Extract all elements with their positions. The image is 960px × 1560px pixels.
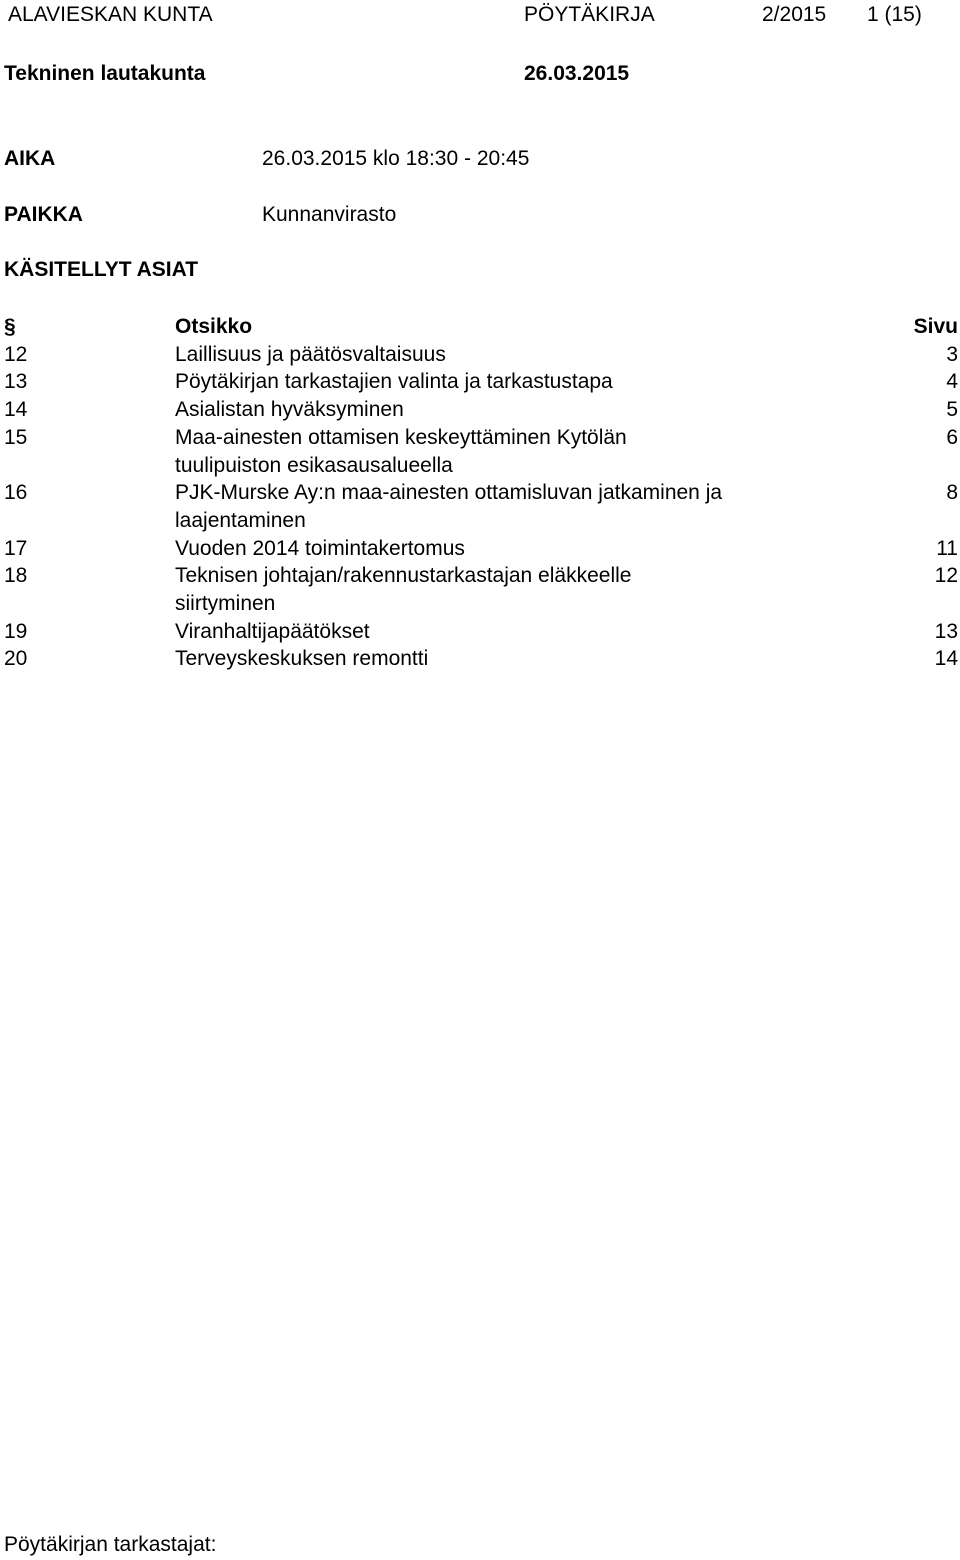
agenda-header-row	[4, 313, 958, 341]
time-label: AIKA	[4, 147, 56, 170]
agenda-row	[4, 368, 958, 396]
agenda-item-number: 13	[4, 370, 28, 394]
agenda-heading: KÄSITELLYT ASIAT	[4, 258, 199, 281]
agenda-item-number: 14	[4, 398, 28, 422]
board-name: Tekninen lautakunta	[4, 62, 206, 85]
agenda-item-title: Vuoden 2014 toimintakertomus	[175, 536, 465, 560]
agenda-item-page: 3	[946, 342, 958, 366]
agenda-item-title: Pöytäkirjan tarkastajien valinta ja tarkastustapa	[175, 370, 613, 394]
reviewers-label: Pöytäkirjan tarkastajat:	[4, 1533, 217, 1556]
agenda-row	[4, 341, 958, 369]
agenda-item-page: 5	[946, 398, 958, 422]
agenda-item-number: 18	[4, 564, 28, 588]
agenda-table	[4, 313, 958, 673]
agenda-item-page: 11	[936, 536, 958, 560]
agenda-item-title: Maa-ainesten ottamisen keskeyttäminen Kytölän tuulipuiston esikasausalueella	[175, 425, 627, 477]
document-number: 2/2015	[762, 3, 827, 26]
agenda-item-page: 4	[946, 370, 958, 394]
agenda-item-title: Teknisen johtajan/rakennustarkastajan eläkkeelle siirtyminen	[175, 564, 632, 616]
agenda-item-page: 14	[934, 647, 958, 671]
agenda-item-number: 12	[4, 342, 28, 366]
agenda-row	[4, 562, 958, 617]
agenda-item-page: 8	[946, 481, 958, 505]
agenda-item-title: Viranhaltijapäätökset	[175, 619, 370, 643]
agenda-row	[4, 424, 958, 479]
title-column-header: Otsikko	[175, 315, 253, 338]
organization-name: ALAVIESKAN KUNTA	[8, 3, 213, 26]
agenda-item-page: 6	[946, 425, 958, 449]
agenda-item-number: 17	[4, 536, 28, 560]
agenda-row	[4, 535, 958, 563]
time-value: 26.03.2015 klo 18:30 - 20:45	[262, 147, 530, 170]
page-column-header: Sivu	[913, 315, 958, 338]
agenda-item-number: 20	[4, 647, 28, 671]
agenda-row	[4, 618, 958, 646]
agenda-item-title: Laillisuus ja päätösvaltaisuus	[175, 342, 446, 366]
agenda-item-page: 13	[934, 619, 958, 643]
place-label: PAIKKA	[4, 203, 83, 226]
section-column-header: §	[4, 315, 16, 338]
agenda-item-page: 12	[934, 564, 958, 588]
place-value: Kunnanvirasto	[262, 203, 397, 226]
agenda-row	[4, 396, 958, 424]
page-indicator: 1 (15)	[867, 3, 922, 26]
agenda-row	[4, 645, 958, 673]
agenda-row	[4, 479, 958, 534]
agenda-item-number: 16	[4, 481, 28, 505]
meeting-date: 26.03.2015	[524, 62, 630, 85]
agenda-item-number: 19	[4, 619, 28, 643]
agenda-item-title: PJK-Murske Ay:n maa-ainesten ottamisluvan jatkaminen ja laajentaminen	[175, 481, 723, 532]
agenda-item-title: Asialistan hyväksyminen	[175, 398, 404, 422]
agenda-item-title: Terveyskeskuksen remontti	[175, 647, 429, 671]
document-type: PÖYTÄKIRJA	[524, 3, 655, 26]
agenda-item-number: 15	[4, 425, 28, 449]
